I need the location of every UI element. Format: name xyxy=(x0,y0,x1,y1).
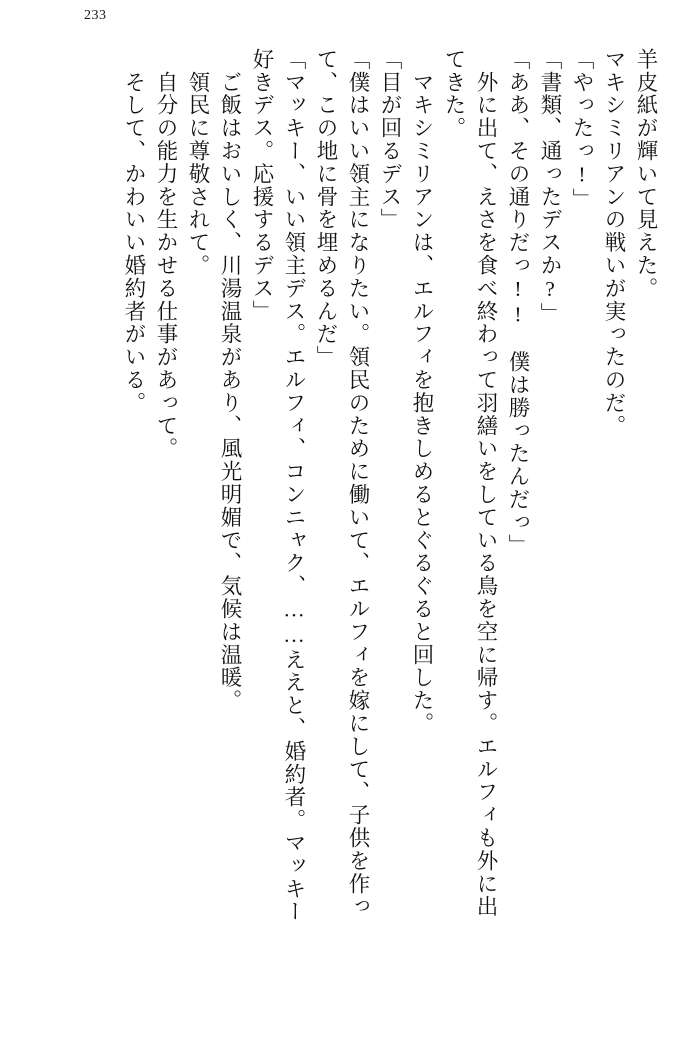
text-line: マキシミリアンの戦いが実ったのだ。 xyxy=(602,48,626,438)
text-line: ご飯はおいしく、川湯温泉があり、風光明媚で、気候は温暖。 xyxy=(218,48,242,713)
text-line: 自分の能力を生かせる仕事があって。 xyxy=(154,48,178,461)
text-line: 「やったっ!」 xyxy=(570,48,594,211)
text-line: 「目が回るデス」 xyxy=(378,48,402,232)
text-line: 「僕はいい領主になりたい。領民のために働いて、エルフィを嫁にして、子供を作っ xyxy=(346,48,370,919)
text-line: マキシミリアンは、エルフィを抱きしめるとぐるぐると回した。 xyxy=(410,48,434,735)
text-line: てきた。 xyxy=(442,48,466,140)
vertical-text-body xyxy=(96,48,656,1008)
text-line: て、この地に骨を埋めるんだ」 xyxy=(314,48,338,369)
text-line: 外に出て、えさを食べ終わって羽繕いをしている鳥を空に帰す。エルフィも外に出 xyxy=(474,48,498,919)
page-number: 233 xyxy=(84,8,107,23)
text-line: そして、かわいい婚約者がいる。 xyxy=(122,48,146,415)
text-line: 「ああ、その通りだっ!! 僕は勝ったんだっ」 xyxy=(506,48,530,557)
text-line: 領民に尊敬されて。 xyxy=(186,48,210,277)
text-line: 羊皮紙が輝いて見えた。 xyxy=(634,48,658,300)
text-line: 好きデス。応援するデス」 xyxy=(250,48,274,323)
text-line: 「マッキー、いい領主デス。エルフィ、コンニャク、……ええと、婚約者。マッキー xyxy=(282,48,306,924)
text-line: 「書類、通ったデスか?」 xyxy=(538,48,562,326)
